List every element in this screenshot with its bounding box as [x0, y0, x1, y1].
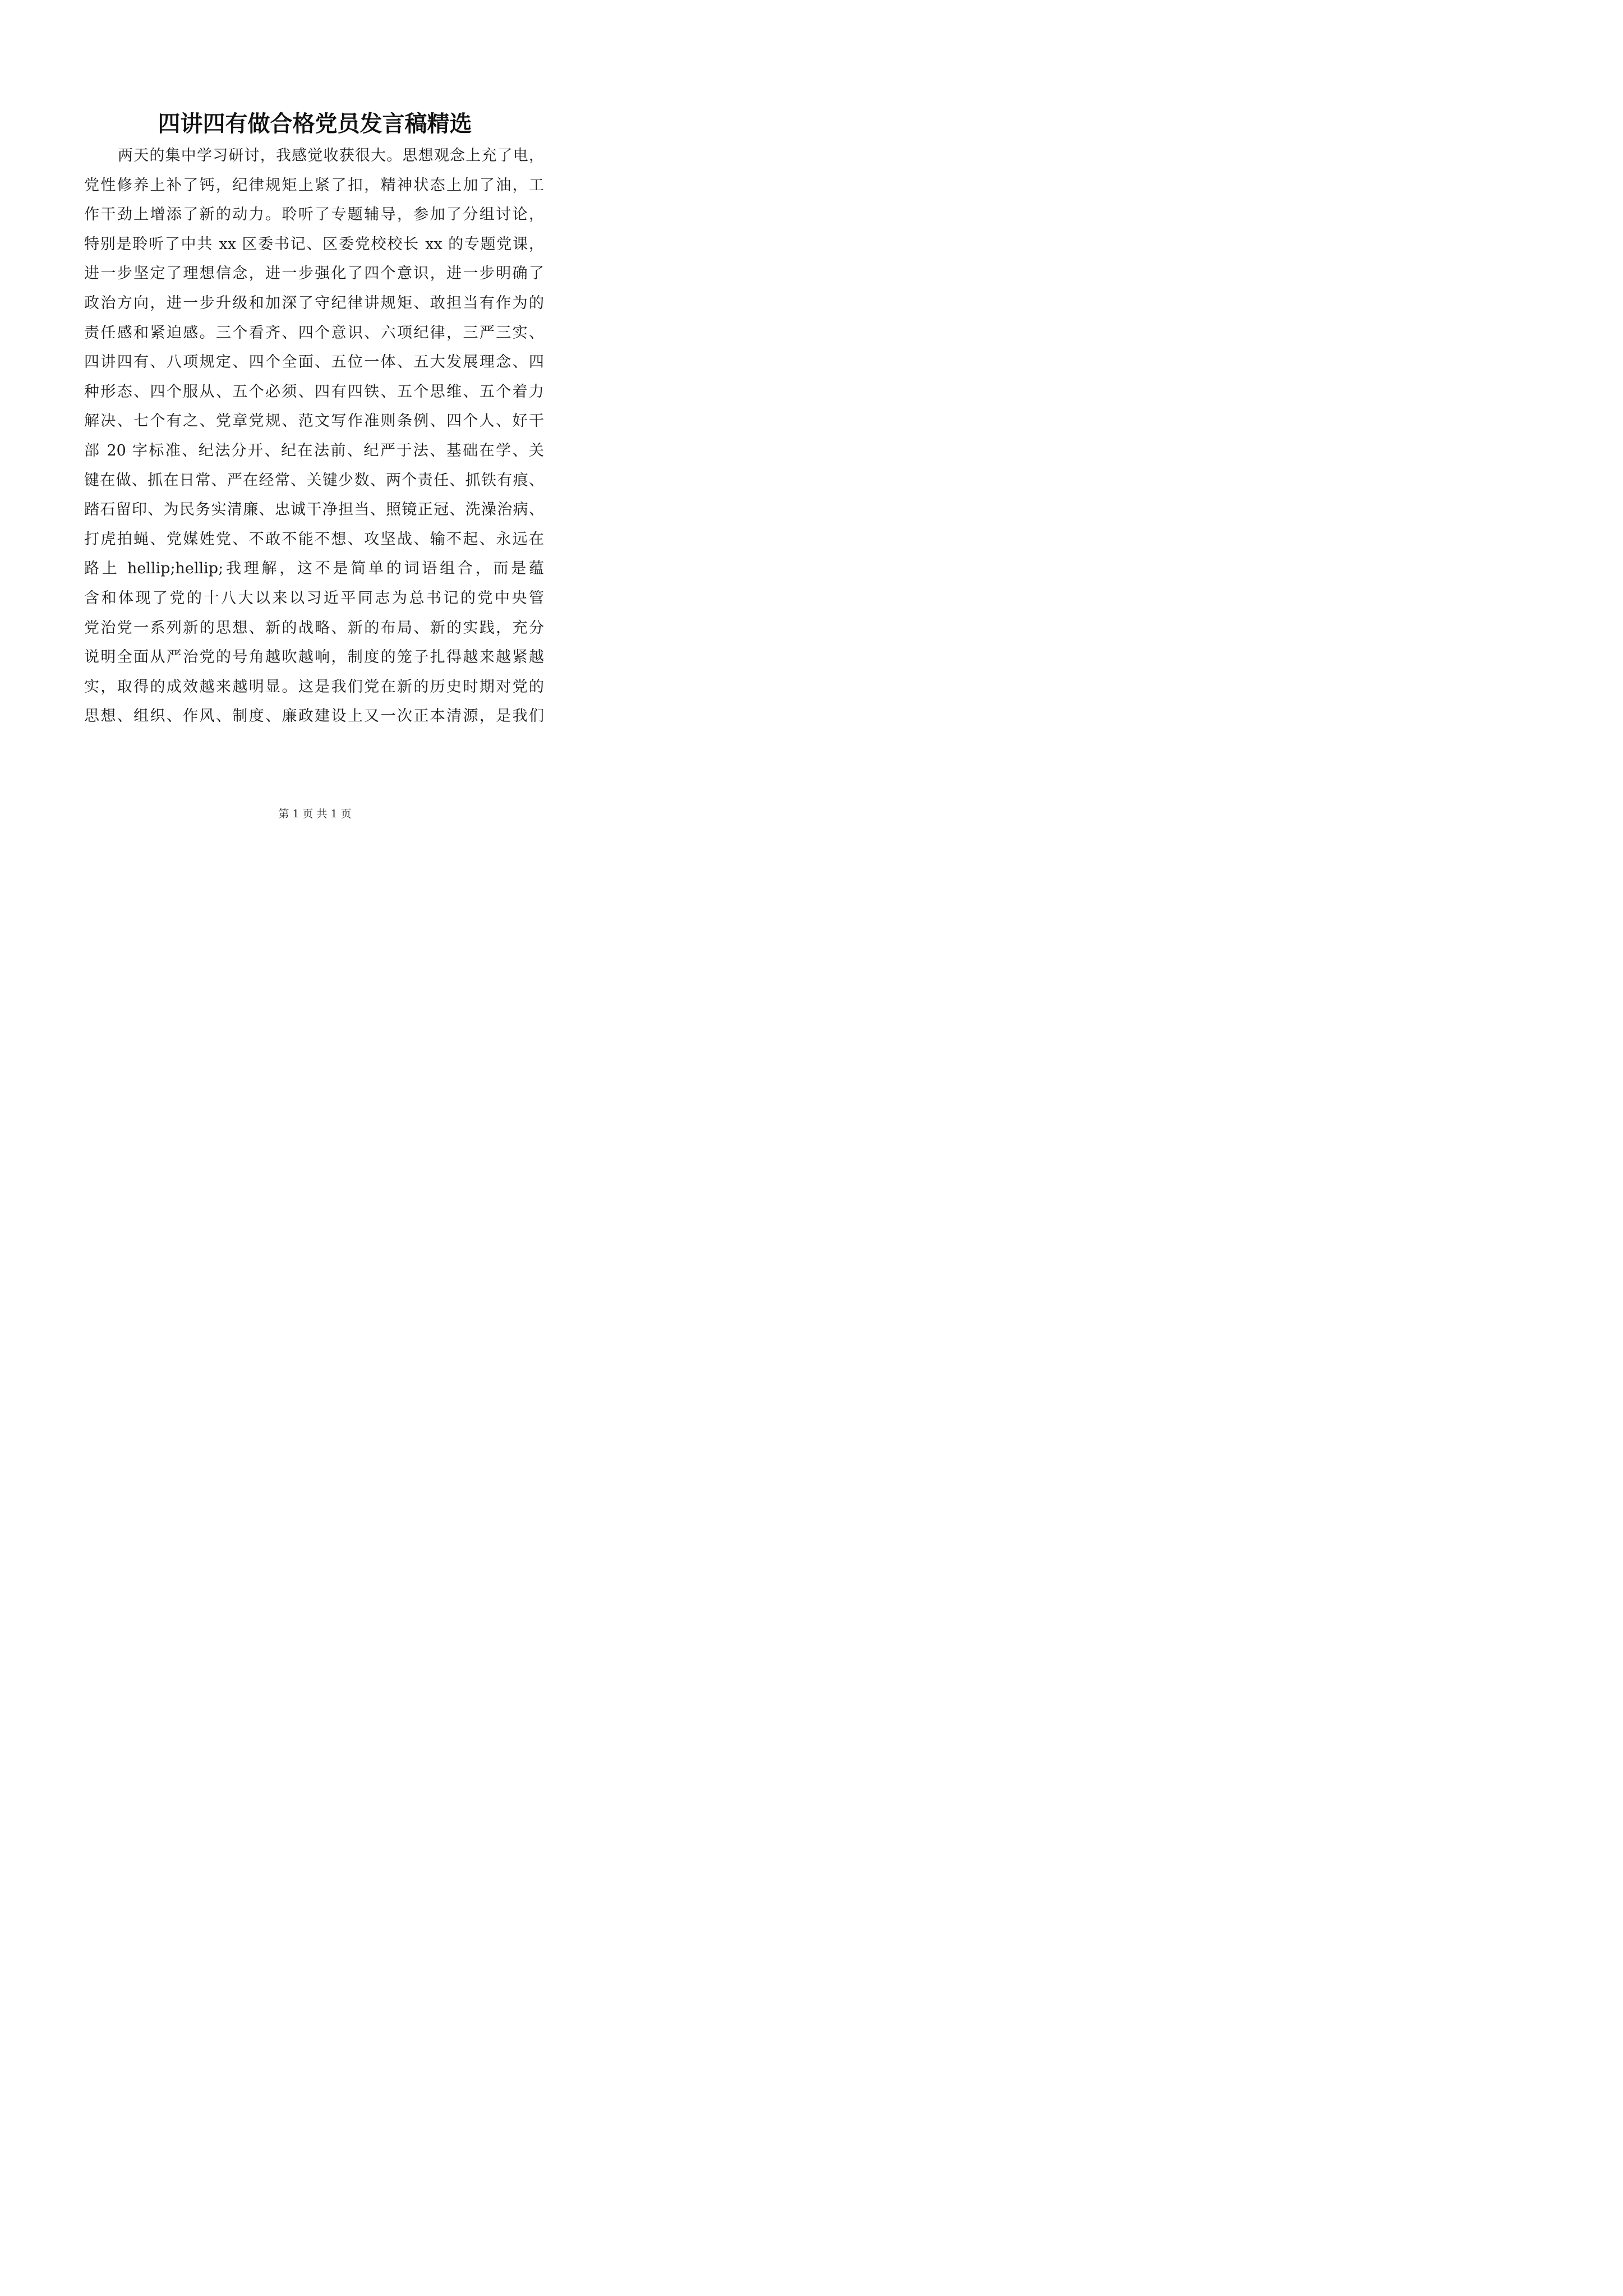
body-line: 路上 hellip;hellip;我理解，这不是简单的词语组合，而是蕴: [84, 560, 544, 578]
body-line: 进一步坚定了理想信念，进一步强化了四个意识，进一步明确了: [84, 265, 544, 283]
body-line: 踏石留印、为民务实清廉、忠诚干净担当、照镜正冠、洗澡治病、: [84, 501, 544, 519]
body-line: 两天的集中学习研讨，我感觉收获很大。思想观念上充了电，: [118, 147, 544, 164]
body-line: 党治党一系列新的思想、新的战略、新的布局、新的实践，充分: [84, 619, 544, 637]
body-line: 打虎拍蝇、党媒姓党、不敢不能不想、攻坚战、输不起、永远在: [84, 530, 544, 548]
body-line: 四讲四有、八项规定、四个全面、五位一体、五大发展理念、四: [84, 353, 544, 371]
body-line: 解决、七个有之、党章党规、范文写作准则条例、四个人、好干: [84, 412, 544, 430]
document-body: [84, 141, 544, 731]
body-line: 部 20 字标准、纪法分开、纪在法前、纪严于法、基础在学、关: [84, 441, 544, 459]
document-page: [0, 0, 630, 890]
body-line: 种形态、四个服从、五个必须、四有四铁、五个思维、五个着力: [84, 383, 544, 401]
body-line: 键在做、抓在日常、严在经常、关键少数、两个责任、抓铁有痕、: [84, 471, 544, 489]
body-line: 含和体现了党的十八大以来以习近平同志为总书记的党中央管: [84, 589, 544, 607]
body-line: 责任感和紧迫感。三个看齐、四个意识、六项纪律，三严三实、: [84, 324, 544, 342]
body-line: 党性修养上补了钙，纪律规矩上紧了扣，精神状态上加了油，工: [84, 176, 544, 194]
body-line: 说明全面从严治党的号角越吹越响，制度的笼子扎得越来越紧越: [84, 648, 544, 666]
body-line: 特别是聆听了中共 xx 区委书记、区委党校校长 xx 的专题党课，: [84, 235, 544, 253]
body-line: 思想、组织、作风、制度、廉政建设上又一次正本清源，是我们: [84, 707, 544, 725]
document-title: 四讲四有做合格党员发言稿精选: [158, 111, 472, 137]
body-line: 作干劲上增添了新的动力。聆听了专题辅导，参加了分组讨论，: [84, 206, 544, 224]
page-footer: 第 1 页 共 1 页: [278, 808, 352, 820]
body-line: 政治方向，进一步升级和加深了守纪律讲规矩、敢担当有作为的: [84, 294, 544, 312]
body-line: 实，取得的成效越来越明显。这是我们党在新的历史时期对党的: [84, 678, 544, 696]
